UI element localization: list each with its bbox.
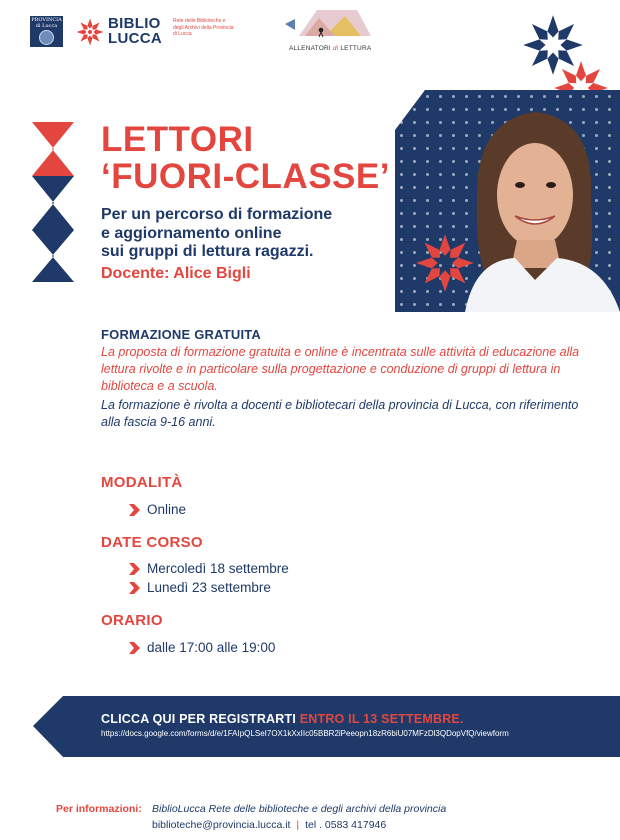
- bibliolucca-logo: [76, 16, 236, 52]
- allenatori-label: ALLENATORI: [289, 45, 331, 52]
- info-organization: BiblioLucca Rete delle biblioteche e degli archivi della provincia: [152, 803, 447, 815]
- province-logo-text: PROVINCIA di Lucca: [31, 17, 62, 29]
- contact-separator: |: [296, 819, 300, 831]
- allenatori-book-icon: [285, 6, 375, 42]
- registration-banner[interactable]: [33, 696, 620, 757]
- date-2: Lunedì 23 settembre: [147, 580, 271, 595]
- province-crest-icon: [39, 30, 54, 45]
- province-logo: [30, 16, 63, 47]
- chevron-decoration-icon: [32, 122, 82, 282]
- chevron-right-icon: [128, 563, 140, 575]
- biblio-logo-subtitle: Rete delle Biblioteche e degli Archivi della Provincia di Lucca: [173, 18, 234, 38]
- register-cta-text[interactable]: CLICCA QUI PER REGISTRARTI: [101, 712, 297, 726]
- subtitle-line-2: e aggiornamento online: [101, 224, 282, 242]
- subtitle-line-1: Per un percorso di formazione: [101, 206, 333, 223]
- chevron-right-icon: [128, 642, 140, 654]
- chevron-right-icon: [128, 504, 140, 516]
- allenatori-di-lettura-logo: [285, 6, 375, 52]
- flower-icon: [415, 233, 475, 293]
- subtitle-line-3: sui gruppi di lettura ragazzi.: [101, 243, 314, 260]
- title-line-2: ‘FUORI-CLASSE’: [101, 157, 390, 196]
- chevron-right-icon: [128, 582, 140, 594]
- teacher-name: Docente: Alice Bigli: [101, 265, 251, 282]
- allenatori-label-2: LETTURA: [340, 45, 372, 52]
- orario-value: dalle 17:00 alle 19:00: [147, 640, 276, 655]
- flower-icon: [76, 18, 104, 46]
- contact-email[interactable]: biblioteche@provincia.lucca.it: [152, 819, 291, 831]
- biblio-logo-word2: LUCCA: [108, 30, 162, 47]
- description-paragraph-2: La formazione è rivolta a docenti e bibliotecari della provincia di Lucca, con riferimento alla fascia 9-16 anni.: [101, 398, 579, 429]
- page-title: [101, 121, 390, 195]
- modalita-value: Online: [147, 502, 187, 517]
- date-corso-heading: DATE CORSO: [101, 534, 203, 551]
- register-cta[interactable]: [101, 712, 464, 726]
- free-training-heading: FORMAZIONE GRATUITA: [101, 327, 262, 342]
- contact-phone[interactable]: tel . 0583 417946: [305, 819, 387, 831]
- info-contact: [152, 819, 386, 831]
- description-paragraph-1: La proposta di formazione gratuita e online è incentrata sulle attività di educazione alla lettura rivolte e in particolare sulla progettazione e conduzione di gruppi di lettura in biblioteca e a scuola.: [101, 345, 580, 393]
- banner-background: [33, 696, 620, 757]
- biblio-logo-word1: BIBLIO: [108, 15, 161, 32]
- register-deadline[interactable]: ENTRO IL 13 SETTEMBRE.: [299, 712, 464, 726]
- subtitle: [101, 206, 332, 262]
- modalita-heading: MODALITÀ: [101, 474, 183, 491]
- title-line-1: LETTORI: [101, 120, 254, 159]
- info-label: Per informazioni:: [56, 803, 142, 815]
- date-1: Mercoledì 18 settembre: [147, 561, 289, 576]
- allenatori-di: di: [332, 45, 339, 52]
- orario-heading: ORARIO: [101, 612, 163, 629]
- registration-link[interactable]: https://docs.google.com/forms/d/e/1FAIpQLSeI7OX1kXxIIc05BBR2iPeeopn18zR6biU07MFzDl3QDopVfQ/viewform: [101, 729, 509, 738]
